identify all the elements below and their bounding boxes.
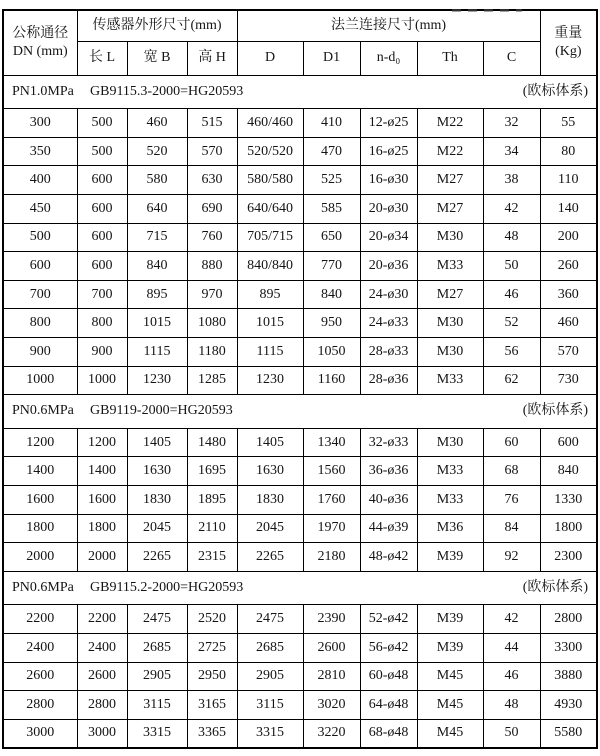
table-cell: 1080 (187, 309, 237, 338)
table-row (3, 109, 597, 138)
table-cell: 2475 (127, 605, 187, 634)
table-cell: 600 (77, 194, 127, 223)
table-cell: 360 (540, 280, 597, 309)
table-cell: 16-ø25 (360, 137, 417, 166)
table-cell: 48-ø42 (360, 543, 417, 572)
table-cell: M27 (417, 194, 483, 223)
table-cell: 68-ø48 (360, 719, 417, 748)
table-cell: 12-ø25 (360, 109, 417, 138)
cropped-text-artifact (452, 9, 522, 12)
table-cell: 2265 (127, 543, 187, 572)
table-cell: 2685 (127, 634, 187, 663)
table-cell: 1285 (187, 366, 237, 395)
table-cell: 1830 (127, 486, 187, 515)
table-cell: 2045 (127, 514, 187, 543)
header-nominal-diameter-cn: 公称通径 (12, 26, 69, 42)
table-cell: 1200 (77, 428, 127, 457)
table-row (3, 543, 597, 572)
section-note: (欧标体系) (522, 580, 589, 596)
header-th: Th (417, 41, 483, 75)
table-cell: 60 (483, 428, 540, 457)
header-length-l: 长 L (77, 41, 127, 75)
table-cell: M39 (417, 634, 483, 663)
table-cell: M33 (417, 486, 483, 515)
table-cell: 900 (3, 337, 77, 366)
header-width-b: 宽 B (127, 41, 187, 75)
table-cell: 1000 (3, 366, 77, 395)
table-cell: 46 (483, 662, 540, 691)
table-cell: 2110 (187, 514, 237, 543)
table-row (3, 366, 597, 395)
table-cell: M33 (417, 252, 483, 281)
table-row (3, 166, 597, 195)
table-cell: 2810 (303, 662, 360, 691)
table-cell: 880 (187, 252, 237, 281)
section-row (3, 571, 597, 605)
header-nominal-diameter-unit: DN (mm) (12, 43, 68, 59)
table-cell: 2800 (77, 691, 127, 720)
table-cell: 640 (127, 194, 187, 223)
table-row (3, 691, 597, 720)
table-cell: 2905 (127, 662, 187, 691)
table-cell: 500 (77, 109, 127, 138)
table-row (3, 662, 597, 691)
table-cell: 1050 (303, 337, 360, 366)
table-cell: 16-ø30 (360, 166, 417, 195)
table-cell: 42 (483, 194, 540, 223)
table-cell: 600 (540, 428, 597, 457)
table-cell: 260 (540, 252, 597, 281)
table-cell: 3000 (77, 719, 127, 748)
table-cell: 52-ø42 (360, 605, 417, 634)
table-cell: 34 (483, 137, 540, 166)
table-cell: 840/840 (237, 252, 303, 281)
table-row (3, 457, 597, 486)
table-cell: 24-ø30 (360, 280, 417, 309)
table-cell: 1015 (127, 309, 187, 338)
table-cell: 1340 (303, 428, 360, 457)
section-row (3, 395, 597, 429)
table-cell: 350 (3, 137, 77, 166)
table-header (3, 10, 597, 75)
table-cell: 2300 (540, 543, 597, 572)
table-cell: 28-ø33 (360, 337, 417, 366)
table-cell: 20-ø34 (360, 223, 417, 252)
flange-dimension-table (2, 9, 598, 749)
table-cell: 1695 (187, 457, 237, 486)
table-cell: 84 (483, 514, 540, 543)
table-cell: 36-ø36 (360, 457, 417, 486)
table-cell: M30 (417, 337, 483, 366)
table-cell: 600 (77, 166, 127, 195)
table-cell: 1800 (540, 514, 597, 543)
table-cell: 700 (3, 280, 77, 309)
section-note: (欧标体系) (522, 403, 589, 419)
table-cell: M33 (417, 366, 483, 395)
table-cell: 715 (127, 223, 187, 252)
section-pressure: PN0.6MPa (12, 580, 74, 596)
table-cell: 2725 (187, 634, 237, 663)
table-cell: 92 (483, 543, 540, 572)
table-cell: 3165 (187, 691, 237, 720)
header-height-h: 高 H (187, 41, 237, 75)
section-row (3, 75, 597, 109)
table-cell: 56-ø42 (360, 634, 417, 663)
table-cell: 80 (540, 137, 597, 166)
table-cell: 2950 (187, 662, 237, 691)
table-cell: M22 (417, 137, 483, 166)
table-cell: 2905 (237, 662, 303, 691)
table-cell: 44-ø39 (360, 514, 417, 543)
table-cell: 55 (540, 109, 597, 138)
table-cell: 895 (237, 280, 303, 309)
table-cell: 570 (187, 137, 237, 166)
table-cell: 800 (3, 309, 77, 338)
table-cell: 840 (303, 280, 360, 309)
header-flange-connection-group: 法兰连接尺寸(mm) (237, 10, 540, 41)
header-d: D (237, 41, 303, 75)
table-cell: 1970 (303, 514, 360, 543)
table-cell: 50 (483, 252, 540, 281)
table-cell: 2400 (77, 634, 127, 663)
table-cell: 4930 (540, 691, 597, 720)
table-cell: 520/520 (237, 137, 303, 166)
table-cell: 1630 (237, 457, 303, 486)
table-row (3, 428, 597, 457)
table-cell: 2000 (3, 543, 77, 572)
table-cell: M27 (417, 280, 483, 309)
section-note: (欧标体系) (522, 83, 589, 99)
table-cell: 3880 (540, 662, 597, 691)
table-cell: 50 (483, 719, 540, 748)
table-cell: M45 (417, 691, 483, 720)
table-cell: 650 (303, 223, 360, 252)
table-cell: 2200 (3, 605, 77, 634)
table-cell: 690 (187, 194, 237, 223)
table-cell: 1015 (237, 309, 303, 338)
table-cell: M39 (417, 543, 483, 572)
table-cell: 2800 (540, 605, 597, 634)
table-cell: 20-ø30 (360, 194, 417, 223)
table-cell: 62 (483, 366, 540, 395)
table-cell: 460 (540, 309, 597, 338)
table-cell: 525 (303, 166, 360, 195)
table-cell: 800 (77, 309, 127, 338)
table-cell: 3315 (127, 719, 187, 748)
table-cell: 1600 (77, 486, 127, 515)
table-cell: M45 (417, 719, 483, 748)
table-cell: 1180 (187, 337, 237, 366)
section-standard: GB9115.3-2000=HG20593 (90, 83, 244, 99)
table-cell: 2265 (237, 543, 303, 572)
section-pressure: PN1.0MPa (12, 83, 74, 99)
table-cell: 5580 (540, 719, 597, 748)
table-row (3, 514, 597, 543)
table-cell: 3020 (303, 691, 360, 720)
table-cell: 52 (483, 309, 540, 338)
table-cell: 1600 (3, 486, 77, 515)
header-c: C (483, 41, 540, 75)
table-cell: 200 (540, 223, 597, 252)
header-n-d0: n-d₀ (360, 41, 417, 75)
table-cell: M39 (417, 605, 483, 634)
table-cell: 2685 (237, 634, 303, 663)
table-cell: 300 (3, 109, 77, 138)
table-row (3, 223, 597, 252)
table-cell: 60-ø48 (360, 662, 417, 691)
table-cell: 570 (540, 337, 597, 366)
table-cell: M27 (417, 166, 483, 195)
table-cell: 640/640 (237, 194, 303, 223)
table-cell: 970 (187, 280, 237, 309)
table-cell: 460 (127, 109, 187, 138)
table-row (3, 719, 597, 748)
table-cell: 895 (127, 280, 187, 309)
table-cell: 1560 (303, 457, 360, 486)
table-cell: M45 (417, 662, 483, 691)
table-row (3, 252, 597, 281)
table-cell: 2600 (303, 634, 360, 663)
table-cell: 2600 (77, 662, 127, 691)
table-cell: M30 (417, 223, 483, 252)
table-cell: M36 (417, 514, 483, 543)
table-cell: 460/460 (237, 109, 303, 138)
table-cell: 38 (483, 166, 540, 195)
table-cell: 760 (187, 223, 237, 252)
table-cell: 1830 (237, 486, 303, 515)
table-body (3, 75, 597, 748)
table-cell: 2200 (77, 605, 127, 634)
table-cell: 44 (483, 634, 540, 663)
table-cell: M30 (417, 428, 483, 457)
table-cell: 1000 (77, 366, 127, 395)
table-row (3, 137, 597, 166)
table-cell: 2520 (187, 605, 237, 634)
table-cell: M22 (417, 109, 483, 138)
table-cell: 840 (540, 457, 597, 486)
table-cell: 900 (77, 337, 127, 366)
table-cell: 585 (303, 194, 360, 223)
section-pressure: PN0.6MPa (12, 403, 74, 419)
table-cell: 950 (303, 309, 360, 338)
table-cell: M30 (417, 309, 483, 338)
table-cell: 48 (483, 691, 540, 720)
table-cell: 2400 (3, 634, 77, 663)
table-cell: 1230 (127, 366, 187, 395)
table-cell: 2000 (77, 543, 127, 572)
table-cell: 24-ø33 (360, 309, 417, 338)
table-cell: 3000 (3, 719, 77, 748)
table-cell: 3300 (540, 634, 597, 663)
table-cell: 3365 (187, 719, 237, 748)
table-row (3, 634, 597, 663)
table-cell: 1115 (127, 337, 187, 366)
table-cell: 840 (127, 252, 187, 281)
table-cell: 1230 (237, 366, 303, 395)
table-cell: 40-ø36 (360, 486, 417, 515)
table-cell: 28-ø36 (360, 366, 417, 395)
table-cell: 470 (303, 137, 360, 166)
table-cell: 1760 (303, 486, 360, 515)
table-cell: 500 (3, 223, 77, 252)
table-cell: 580 (127, 166, 187, 195)
table-cell: 1405 (237, 428, 303, 457)
table-cell: 1400 (77, 457, 127, 486)
table-cell: 600 (77, 223, 127, 252)
header-weight (540, 10, 597, 75)
table-cell: 2390 (303, 605, 360, 634)
table-cell: M33 (417, 457, 483, 486)
table-cell: 1800 (77, 514, 127, 543)
table-cell: 46 (483, 280, 540, 309)
table-cell: 600 (3, 252, 77, 281)
table-cell: 580/580 (237, 166, 303, 195)
table-row (3, 486, 597, 515)
table-cell: 630 (187, 166, 237, 195)
table-cell: 1895 (187, 486, 237, 515)
table-cell: 2180 (303, 543, 360, 572)
table-cell: 1160 (303, 366, 360, 395)
table-cell: 2315 (187, 543, 237, 572)
table-row (3, 194, 597, 223)
table-cell: 3220 (303, 719, 360, 748)
table-cell: 68 (483, 457, 540, 486)
table-row (3, 280, 597, 309)
table-cell: 32 (483, 109, 540, 138)
table-cell: 400 (3, 166, 77, 195)
table-cell: 32-ø33 (360, 428, 417, 457)
header-nominal-diameter (3, 10, 77, 75)
table-cell: 140 (540, 194, 597, 223)
table-cell: 600 (77, 252, 127, 281)
table-cell: 1630 (127, 457, 187, 486)
table-cell: 64-ø48 (360, 691, 417, 720)
table-cell: 2800 (3, 691, 77, 720)
table-cell: 56 (483, 337, 540, 366)
header-d1: D1 (303, 41, 360, 75)
table-cell: 2045 (237, 514, 303, 543)
header-sensor-dimensions-group: 传感器外形尺寸(mm) (77, 10, 237, 41)
table-cell: 1200 (3, 428, 77, 457)
table-cell: 1405 (127, 428, 187, 457)
table-row (3, 337, 597, 366)
table-row (3, 605, 597, 634)
table-cell: 515 (187, 109, 237, 138)
table-row (3, 309, 597, 338)
table-cell: 770 (303, 252, 360, 281)
table-cell: 48 (483, 223, 540, 252)
table-cell: 730 (540, 366, 597, 395)
table-cell: 700 (77, 280, 127, 309)
table-cell: 1800 (3, 514, 77, 543)
table-cell: 705/715 (237, 223, 303, 252)
table-cell: 450 (3, 194, 77, 223)
table-cell: 42 (483, 605, 540, 634)
table-cell: 20-ø36 (360, 252, 417, 281)
header-weight-cn: 重量 (554, 26, 583, 42)
table-cell: 1400 (3, 457, 77, 486)
table-cell: 1480 (187, 428, 237, 457)
spec-sheet-page (0, 9, 600, 756)
header-weight-unit: (Kg) (555, 43, 582, 59)
section-standard: GB9115.2-2000=HG20593 (90, 580, 244, 596)
table-cell: 76 (483, 486, 540, 515)
table-cell: 2475 (237, 605, 303, 634)
table-cell: 500 (77, 137, 127, 166)
table-cell: 520 (127, 137, 187, 166)
table-cell: 1115 (237, 337, 303, 366)
table-cell: 410 (303, 109, 360, 138)
table-cell: 1330 (540, 486, 597, 515)
table-cell: 3115 (127, 691, 187, 720)
table-cell: 2600 (3, 662, 77, 691)
section-standard: GB9119-2000=HG20593 (90, 403, 233, 419)
table-cell: 3115 (237, 691, 303, 720)
table-cell: 3315 (237, 719, 303, 748)
table-cell: 110 (540, 166, 597, 195)
